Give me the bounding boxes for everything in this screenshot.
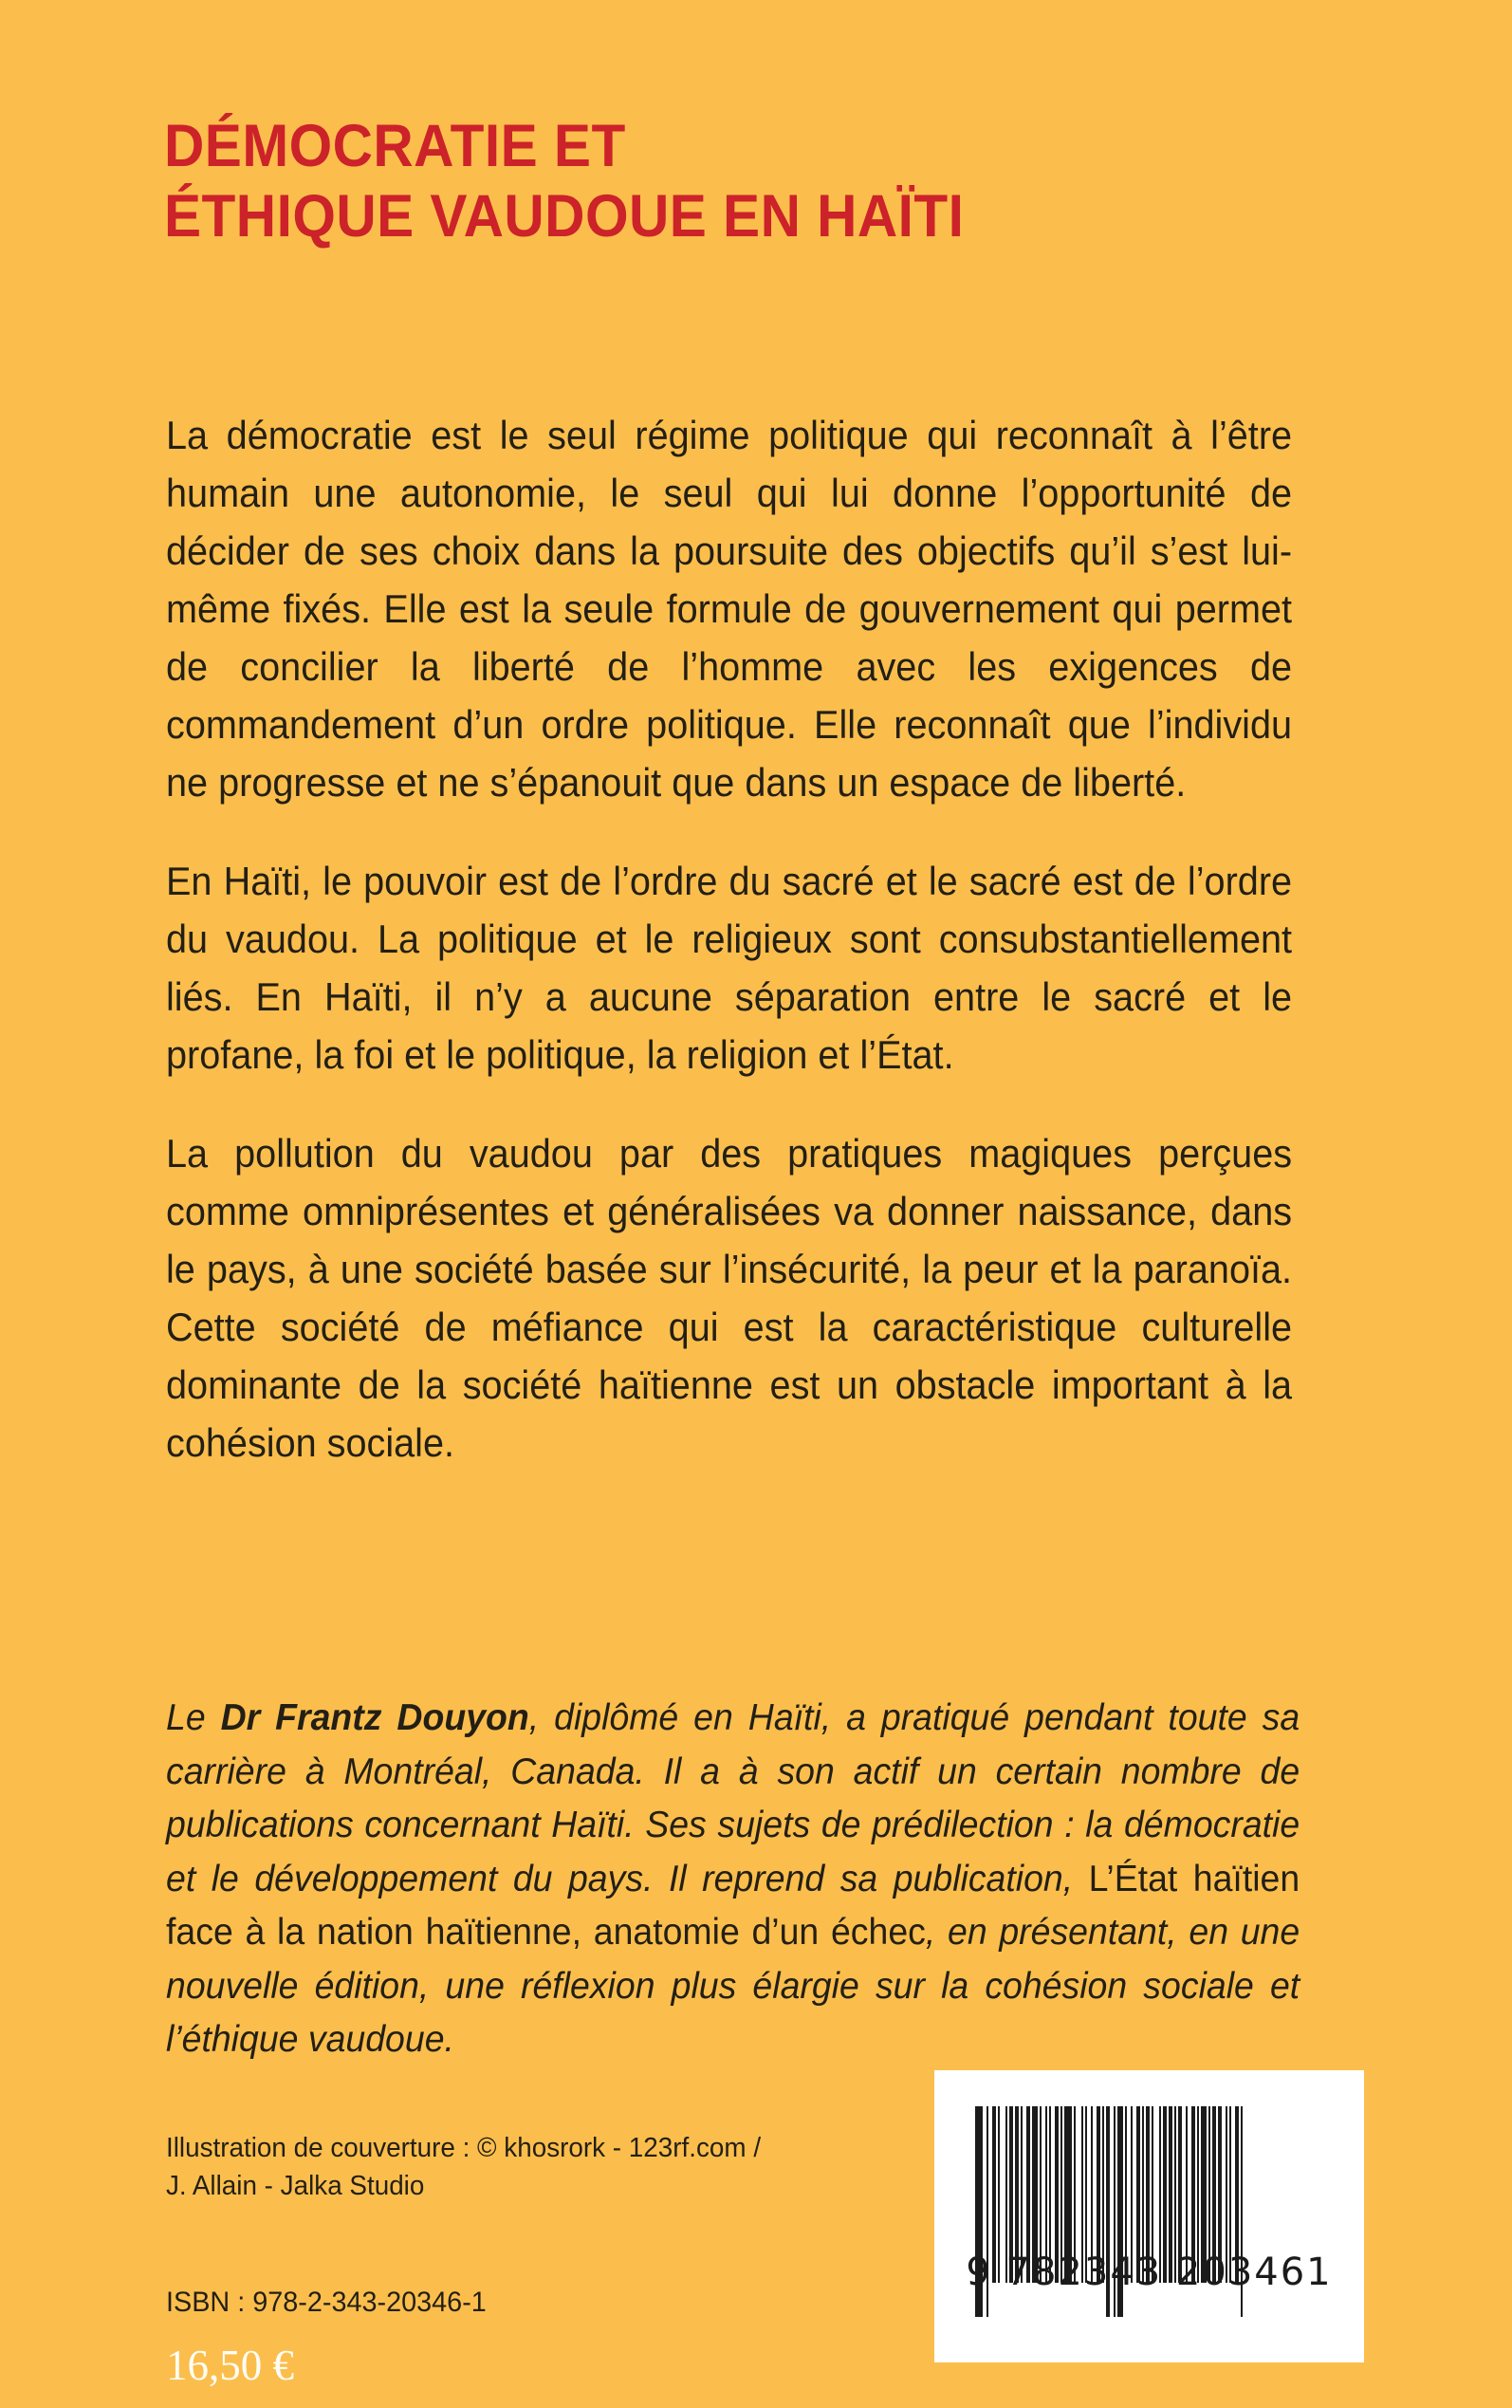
author-name: Dr Frantz Douyon bbox=[220, 1697, 529, 1738]
blurb-paragraph-1: La démocratie est le seul régime politique qui reconnaît à l’être humain une autonomie, le seul qui lui donne l’opportunité de décider de ses choix dans la poursuite des objectifs qu’il s’est lui-même fixés. Elle est la seule formule de gouvernement qui permet de concilier la liberté de l’homme avec les exigences de commandement d’un ordre politique. Elle reconnaît que l’individu ne progresse et ne s’épanouit que dans un espace de liberté. bbox=[166, 413, 1293, 805]
footer-info bbox=[166, 2129, 915, 2390]
cover-illustration-credit bbox=[166, 2129, 885, 2205]
bio-segment-1: , diplômé en Haïti, a pratiqué pendant toute sa carrière à Montréal, Canada. Il a à son actif un certain nombre de publications concernant Haïti. Ses sujets de prédilection : la démocratie et le développement du pays. Il reprend sa publication, bbox=[166, 1697, 1300, 1899]
blurb-paragraph-2: En Haïti, le pouvoir est de l’ordre du sacré et le sacré est de l’ordre du vaudou. La politique et le religieux sont consubstantiellement liés. En Haïti, il n’y a aucune séparation entre le sacré et le profane, la foi et le politique, la religion et l’État. bbox=[166, 859, 1293, 1077]
author-bio-text bbox=[166, 1692, 1300, 2067]
credit-line-1: Illustration de couverture : © khosrork - 123rf.com / bbox=[166, 2133, 762, 2163]
author-bio bbox=[166, 1692, 1347, 2067]
title-line-2: ÉTHIQUE VAUDOUE EN HAÏTI bbox=[164, 183, 965, 250]
blurb-text bbox=[166, 406, 1345, 1472]
barcode-digits: 9 782343 203461 bbox=[966, 2251, 1333, 2294]
isbn-text: ISBN : 978-2-343-20346-1 bbox=[166, 2287, 487, 2318]
bio-prefix: Le bbox=[166, 1697, 221, 1738]
title-line-1: DÉMOCRATIE ET bbox=[164, 113, 626, 179]
bio-segment-2: , en présentant, en une nouvelle édition, une réflexion plus élargie sur la cohésion sociale et l’éthique vaudoue. bbox=[166, 1912, 1300, 2060]
referenced-book-title: L’État haïtien face à la nation haïtienne, anatomie d’un échec bbox=[166, 1858, 1300, 1953]
credit-line-2: J. Allain - Jalka Studio bbox=[166, 2171, 425, 2201]
blurb-paragraph-3: La pollution du vaudou par des pratiques magiques perçues comme omniprésentes et généralisées va donner naissance, dans le pays, à une société basée sur l’insécurité, la peur et la paranoïa. Cette société de méfiance qui est la caractéristique culturelle dominante de la société haïtienne est un obstacle important à la cohésion sociale. bbox=[166, 1131, 1293, 1465]
barcode bbox=[934, 2070, 1364, 2362]
price-text: 16,50 € bbox=[166, 2342, 294, 2389]
book-title bbox=[164, 113, 1359, 257]
